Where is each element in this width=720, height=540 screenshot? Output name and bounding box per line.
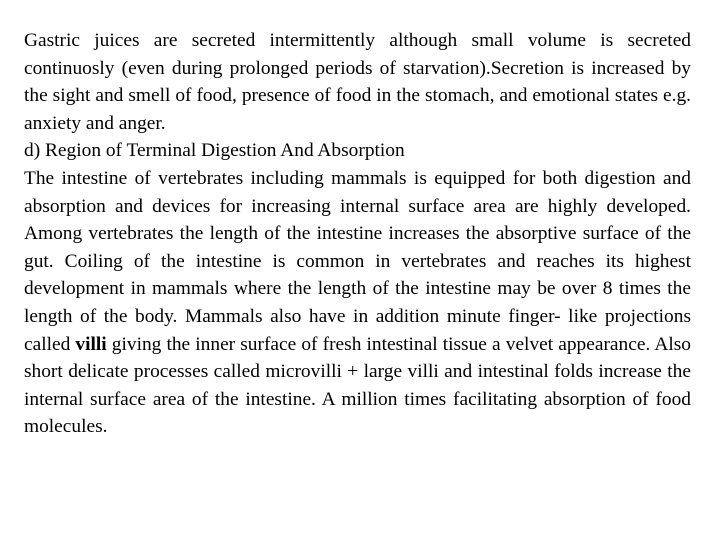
section-heading: d) Region of Terminal Digestion And Absorption	[24, 140, 405, 162]
gastric-juices-paragraph: Gastric juices are secreted intermittently although small volume is secreted continuosly (even during prolonged periods of starvation).Secretion is increased by the sight and smell of food, presence of food in the stomach, and emotional states e.g. anxiety and anger.	[24, 30, 691, 134]
villi-term: villi	[75, 333, 107, 355]
intestine-paragraph	[24, 165, 691, 441]
intestine-text-part1: The intestine of vertebrates including mammals is equipped for both digestion and absorption and devices for increasing internal surface area are highly developed. Among vertebrates the length of the intestine increases the absorptive surface of the gut. Coiling of the intestine is common in vertebrates and reaches its highest development in mammals where the length of the intestine may be over 8 times the length of the body. Mammals also have in addition minute finger- like projections called	[24, 167, 691, 355]
intestine-text-part2: giving the inner surface of fresh intestinal tissue a velvet appearance. Also short delicate processes called microvilli + large villi and intestinal folds increase the internal surface area of the intestine. A million times facilitating absorption of food molecules.	[24, 333, 691, 438]
